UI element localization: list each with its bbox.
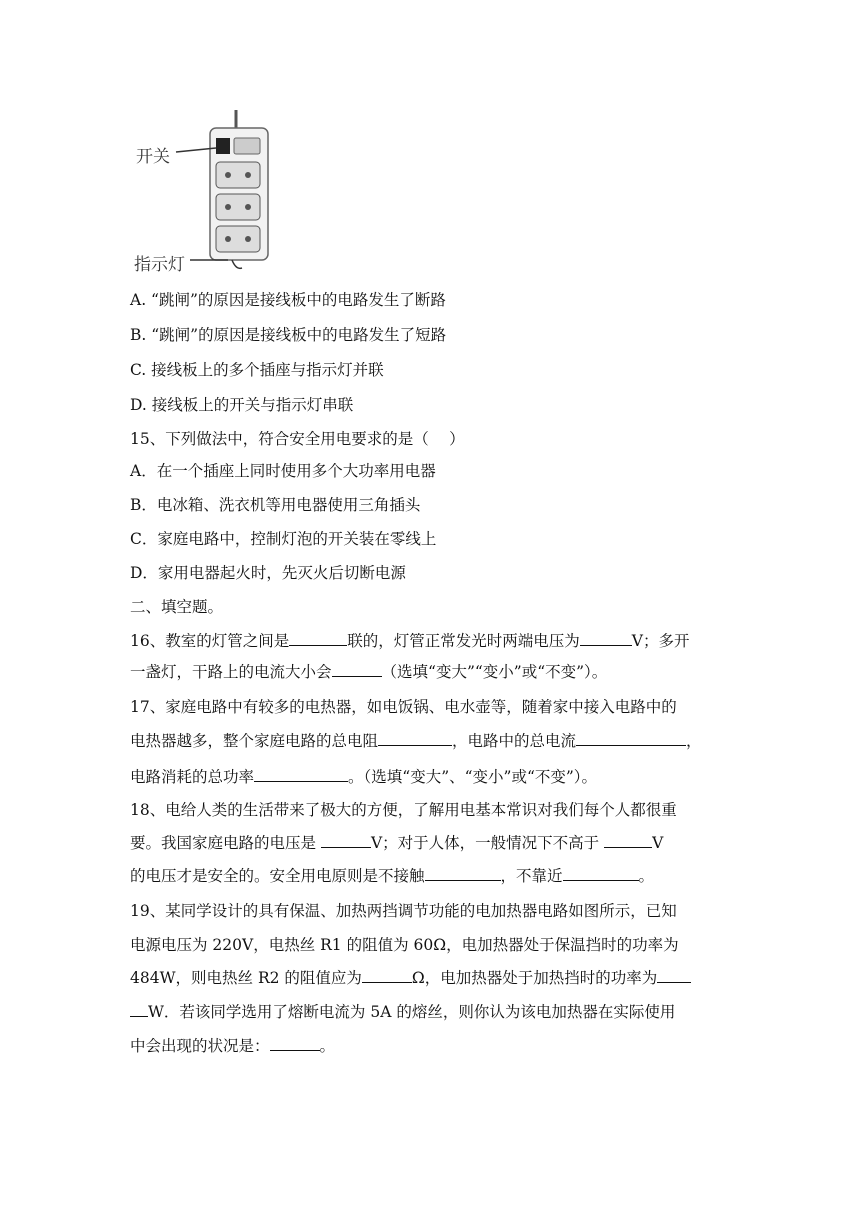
q16-line1 <box>130 631 689 651</box>
q16-text-3: V；多开 <box>631 632 690 650</box>
q19-text-1: 484W，则电热丝 R2 的阻值应为 <box>130 969 362 987</box>
q19-line1: 19、某同学设计的具有保温、加热两挡调节功能的电加热器电路如图所示，已知 <box>130 902 677 920</box>
q19-line3 <box>130 968 691 988</box>
power-strip-figure <box>128 100 288 278</box>
q17-text-4: 电路消耗的总功率 <box>130 768 255 786</box>
q17-text-2: ，电路中的总电流 <box>452 732 577 750</box>
q19-line4 <box>130 1002 675 1022</box>
q18-text-1: 要。我国家庭电路的电压是 <box>130 834 321 852</box>
q14-option-a: A. “跳闸”的原因是接线板中的电路发生了断路 <box>130 291 446 309</box>
q16-text-1: 16、教室的灯管之间是 <box>130 632 290 650</box>
q16-text-4: 一盏灯，干路上的电流大小会 <box>130 663 332 681</box>
q18-text-6: 。 <box>638 867 655 885</box>
q17-blank-1[interactable] <box>378 731 452 746</box>
q19-text-4: 中会出现的状况是： <box>130 1037 270 1055</box>
q18-text-2: V；对于人体，一般情况下不高于 <box>370 834 605 852</box>
q18-line1: 18、电给人类的生活带来了极大的方便，了解用电基本常识对我们每个人都很重 <box>130 801 677 819</box>
q17-line2 <box>130 731 702 751</box>
q18-blank-1[interactable] <box>321 833 371 848</box>
q19-blank-2a[interactable] <box>657 968 691 983</box>
q16-blank-3[interactable] <box>332 662 382 677</box>
q19-text-2: Ω，电加热器处于加热挡时的功率为 <box>411 969 658 987</box>
q18-text-3: V <box>652 834 664 852</box>
q19-blank-3[interactable] <box>270 1036 320 1051</box>
q16-text-2: 联的，灯管正常发光时两端电压为 <box>347 632 580 650</box>
q18-text-5: ，不靠近 <box>500 867 563 885</box>
q15-option-b: B．电冰箱、洗衣机等用电器使用三角插头 <box>130 496 421 514</box>
q18-line3 <box>130 866 654 886</box>
q16-line2 <box>130 662 607 682</box>
q14-option-d: D. 接线板上的开关与指示灯串联 <box>130 396 354 414</box>
q19-blank-2b[interactable] <box>130 1002 148 1017</box>
q16-blank-2[interactable] <box>580 631 632 646</box>
section-heading: 二、填空题。 <box>130 598 224 616</box>
q19-text-3: W．若该同学选用了熔断电流为 5A 的熔丝，则你认为该电加热器在实际使用 <box>148 1003 676 1021</box>
q17-line1: 17、家庭电路中有较多的电热器，如电饭锅、电水壶等，随着家中接入电路中的 <box>130 698 677 716</box>
q15-stem: 15、下列做法中，符合安全用电要求的是（ ） <box>130 430 465 448</box>
q18-blank-4[interactable] <box>563 866 639 881</box>
q15-option-d: D．家用电器起火时，先灭火后切断电源 <box>130 564 406 582</box>
q18-blank-2[interactable] <box>604 833 652 848</box>
q18-line2 <box>130 833 663 853</box>
q15-option-c: C．家庭电路中，控制灯泡的开关装在零线上 <box>130 530 437 548</box>
q17-text-5: 。（选填“变大”、“变小”或“不变”）。 <box>348 768 598 786</box>
q17-blank-2[interactable] <box>576 731 686 746</box>
indicator-label: 指示灯 <box>134 255 185 275</box>
q17-text-1: 电热器越多，整个家庭电路的总电阻 <box>130 732 379 750</box>
q15-option-a: A．在一个插座上同时使用多个大功率用电器 <box>130 462 436 480</box>
q19-line2: 电源电压为 220V，电热丝 R1 的阻值为 60Ω，电加热器处于保温挡时的功率为 <box>130 936 679 954</box>
q17-text-3: ， <box>686 732 702 750</box>
q14-option-b: B. “跳闸”的原因是接线板中的电路发生了短路 <box>130 326 447 344</box>
switch-label: 开关 <box>136 147 170 167</box>
power-strip-illustration <box>128 100 288 278</box>
q17-line3 <box>130 767 597 787</box>
q18-blank-3[interactable] <box>425 866 501 881</box>
q18-text-4: 的电压才是安全的。安全用电原则是不接触 <box>130 867 425 885</box>
q19-line5 <box>130 1036 335 1056</box>
q17-blank-3[interactable] <box>254 767 348 782</box>
q16-blank-1[interactable] <box>289 631 347 646</box>
q19-blank-1[interactable] <box>362 968 412 983</box>
q16-text-5: （选填“变大”“变小”或“不变”）。 <box>381 663 608 681</box>
q14-option-c: C. 接线板上的多个插座与指示灯并联 <box>130 361 384 379</box>
q19-text-5: 。 <box>319 1037 336 1055</box>
